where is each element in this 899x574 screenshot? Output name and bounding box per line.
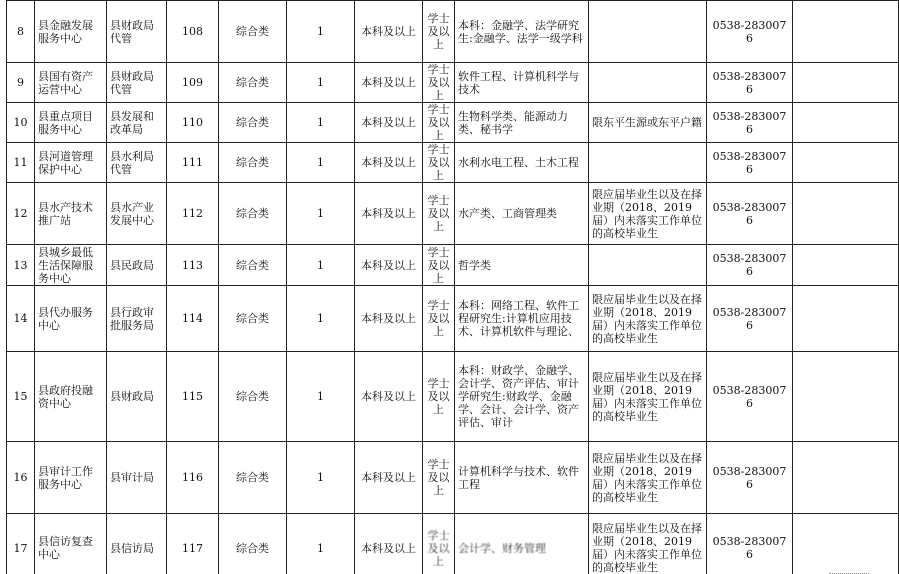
table-row: [7, 286, 899, 352]
position-code: 110: [167, 103, 219, 143]
degree-requirement: 学士及以上: [423, 514, 455, 574]
contact-phone: 0538-2830076: [707, 514, 793, 574]
position-type: 综合类: [219, 442, 287, 514]
unit-name: 县重点项目服务中心: [35, 103, 107, 143]
table-row: [7, 183, 899, 245]
hire-count: 1: [287, 352, 355, 442]
position-type: 综合类: [219, 103, 287, 143]
education-requirement: 本科及以上: [355, 143, 423, 183]
remarks-cell: [793, 143, 899, 183]
remarks-cell: [793, 183, 899, 245]
education-requirement: 本科及以上: [355, 286, 423, 352]
major-requirement: 本科：网络工程、软件工程研究生:计算机应用技术、计算机软件与理论、: [455, 286, 589, 352]
contact-phone: 0538-2830076: [707, 442, 793, 514]
table-row: [7, 352, 899, 442]
other-requirement: [589, 63, 707, 103]
other-requirement: 限东平生源或东平户籍: [589, 103, 707, 143]
education-requirement: 本科及以上: [355, 63, 423, 103]
remarks-cell: [793, 1, 899, 63]
degree-requirement: 学士及以上: [423, 352, 455, 442]
position-code: 113: [167, 245, 219, 286]
unit-name: 县金融发展服务中心: [35, 1, 107, 63]
remarks-cell: [793, 245, 899, 286]
recruitment-table: [6, 0, 899, 574]
table-row: [7, 442, 899, 514]
unit-name: 县信访复查中心: [35, 514, 107, 574]
remarks-cell: [793, 514, 899, 574]
major-requirement: 软件工程、计算机科学与技术: [455, 63, 589, 103]
position-code: 116: [167, 442, 219, 514]
unit-name: 县国有资产运营中心: [35, 63, 107, 103]
department-name: 县民政局: [107, 245, 167, 286]
row-number: 9: [7, 63, 35, 103]
department-name: 县财政局代管: [107, 1, 167, 63]
hire-count: 1: [287, 103, 355, 143]
hire-count: 1: [287, 245, 355, 286]
other-requirement: [589, 1, 707, 63]
other-requirement: 限应届毕业生以及在择业期（2018、2019届）内未落实工作单位的高校毕业生: [589, 183, 707, 245]
major-requirement: 会计学、财务管理: [455, 514, 589, 574]
major-requirement: 水利水电工程、土木工程: [455, 143, 589, 183]
table-row: [7, 1, 899, 63]
position-code: 117: [167, 514, 219, 574]
row-number: 11: [7, 143, 35, 183]
major-requirement: 本科：金融学、法学研究生:金融学、法学一级学科: [455, 1, 589, 63]
unit-name: 县河道管理保护中心: [35, 143, 107, 183]
major-requirement: 计算机科学与技术、软件工程: [455, 442, 589, 514]
other-requirement: 限应届毕业生以及在择业期（2018、2019届）内未落实工作单位的高校毕业生: [589, 286, 707, 352]
hire-count: 1: [287, 514, 355, 574]
unit-name: 县政府投融资中心: [35, 352, 107, 442]
other-requirement: 限应届毕业生以及在择业期（2018、2019届）内未落实工作单位的高校毕业生: [589, 514, 707, 574]
position-code: 115: [167, 352, 219, 442]
education-requirement: 本科及以上: [355, 514, 423, 574]
contact-phone: 0538-2830076: [707, 103, 793, 143]
row-number: 16: [7, 442, 35, 514]
contact-phone: 0538-2830076: [707, 143, 793, 183]
unit-name: 县城乡最低生活保障服务中心: [35, 245, 107, 286]
row-number: 15: [7, 352, 35, 442]
degree-requirement: 学士及以上: [423, 1, 455, 63]
major-requirement: 生物科学类、能源动力类、秘书学: [455, 103, 589, 143]
position-type: 综合类: [219, 143, 287, 183]
department-name: 县审计局: [107, 442, 167, 514]
unit-name: 县审计工作服务中心: [35, 442, 107, 514]
hire-count: 1: [287, 286, 355, 352]
unit-name: 县代办服务中心: [35, 286, 107, 352]
other-requirement: 限应届毕业生以及在择业期（2018、2019届）内未落实工作单位的高校毕业生: [589, 352, 707, 442]
contact-phone: 0538-2830076: [707, 1, 793, 63]
row-number: 12: [7, 183, 35, 245]
department-name: 县水产业发展中心: [107, 183, 167, 245]
position-code: 109: [167, 63, 219, 103]
position-type: 综合类: [219, 514, 287, 574]
table-row: [7, 514, 899, 574]
row-number: 17: [7, 514, 35, 574]
other-requirement: [589, 143, 707, 183]
degree-requirement: 学士及以上: [423, 286, 455, 352]
position-type: 综合类: [219, 245, 287, 286]
row-number: 8: [7, 1, 35, 63]
degree-requirement: 学士及以上: [423, 103, 455, 143]
degree-requirement: 学士及以上: [423, 63, 455, 103]
major-requirement: 本科：财政学、金融学、会计学、资产评估、审计学研究生:财政学、金融学、会计、会计学、资产评估、审计: [455, 352, 589, 442]
table-row: [7, 63, 899, 103]
department-name: 县财政局: [107, 352, 167, 442]
table-row: [7, 103, 899, 143]
remarks-cell: [793, 103, 899, 143]
row-number: 14: [7, 286, 35, 352]
contact-phone: 0538-2830076: [707, 245, 793, 286]
table-row: [7, 143, 899, 183]
education-requirement: 本科及以上: [355, 1, 423, 63]
education-requirement: 本科及以上: [355, 352, 423, 442]
hire-count: 1: [287, 442, 355, 514]
position-code: 108: [167, 1, 219, 63]
position-type: 综合类: [219, 1, 287, 63]
position-code: 112: [167, 183, 219, 245]
contact-phone: 0538-2830076: [707, 63, 793, 103]
row-number: 13: [7, 245, 35, 286]
other-requirement: 限应届毕业生以及在择业期（2018、2019届）内未落实工作单位的高校毕业生: [589, 442, 707, 514]
education-requirement: 本科及以上: [355, 245, 423, 286]
remarks-cell: [793, 442, 899, 514]
education-requirement: 本科及以上: [355, 183, 423, 245]
page-edge-mark: [829, 569, 869, 574]
education-requirement: 本科及以上: [355, 442, 423, 514]
degree-requirement: 学士及以上: [423, 245, 455, 286]
other-requirement: [589, 245, 707, 286]
department-name: 县财政局代管: [107, 63, 167, 103]
hire-count: 1: [287, 183, 355, 245]
contact-phone: 0538-2830076: [707, 286, 793, 352]
department-name: 县水利局代管: [107, 143, 167, 183]
position-code: 111: [167, 143, 219, 183]
hire-count: 1: [287, 63, 355, 103]
position-type: 综合类: [219, 352, 287, 442]
position-code: 114: [167, 286, 219, 352]
position-type: 综合类: [219, 63, 287, 103]
remarks-cell: [793, 286, 899, 352]
major-requirement: 哲学类: [455, 245, 589, 286]
hire-count: 1: [287, 143, 355, 183]
unit-name: 县水产技术推广站: [35, 183, 107, 245]
major-requirement: 水产类、工商管理类: [455, 183, 589, 245]
contact-phone: 0538-2830076: [707, 183, 793, 245]
position-type: 综合类: [219, 183, 287, 245]
position-type: 综合类: [219, 286, 287, 352]
table-row: [7, 245, 899, 286]
department-name: 县行政审批服务局: [107, 286, 167, 352]
row-number: 10: [7, 103, 35, 143]
education-requirement: 本科及以上: [355, 103, 423, 143]
remarks-cell: [793, 352, 899, 442]
degree-requirement: 学士及以上: [423, 183, 455, 245]
hire-count: 1: [287, 1, 355, 63]
department-name: 县信访局: [107, 514, 167, 574]
department-name: 县发展和改革局: [107, 103, 167, 143]
degree-requirement: 学士及以上: [423, 442, 455, 514]
degree-requirement: 学士及以上: [423, 143, 455, 183]
contact-phone: 0538-2830076: [707, 352, 793, 442]
remarks-cell: [793, 63, 899, 103]
